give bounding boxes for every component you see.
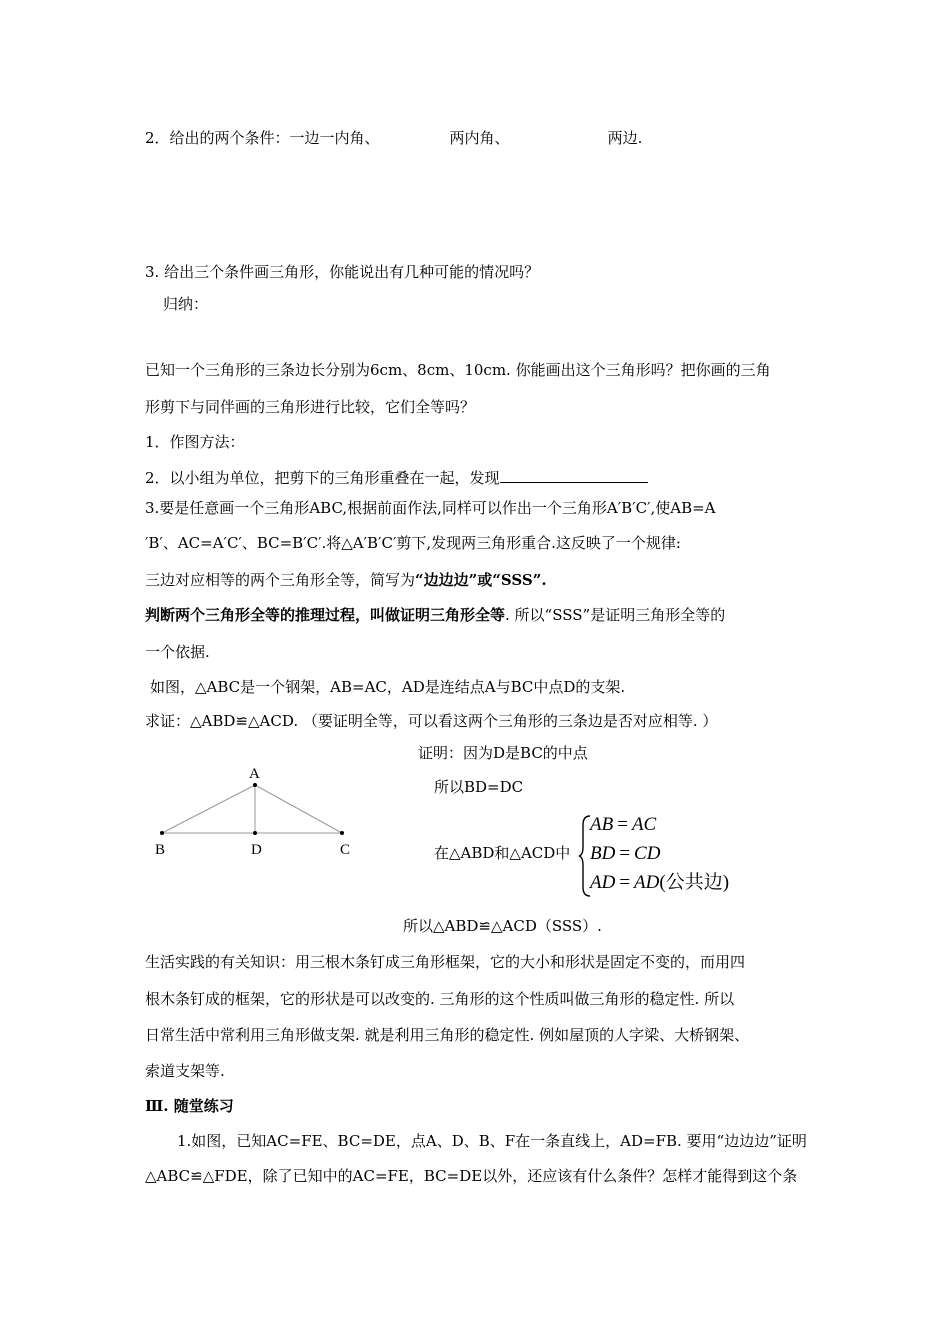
q2-part-c: 两边. [607, 129, 643, 147]
q2-part-a: 2．给出的两个条件：一边一内角、 [145, 129, 380, 147]
condition-2 [590, 844, 660, 864]
sss-rule: “边边边”或“SSS”. [415, 571, 547, 589]
step-2 [145, 467, 648, 488]
prove-text: 求证：△ABD≌△ACD. （要证明全等，可以看这两个三角形的三条边是否对应相等. ） [145, 712, 718, 730]
condition-1-rhs: AC [631, 814, 657, 835]
proof-line-3: 在△ABD和△ACD中 [434, 844, 571, 862]
condition-3-note: (公共边) [659, 872, 730, 893]
intro-line-1: 已知一个三角形的三条边长分别为6cm、8cm、10cm. 你能画出这个三角形吗？把你画的三角 [145, 361, 771, 379]
condition-2-rhs: CD [634, 843, 661, 864]
answer-blank [500, 467, 648, 483]
condition-1 [590, 815, 656, 835]
condition-3-eq: = [619, 872, 631, 893]
condition-3-lhs: AD [590, 872, 616, 893]
conclusion: 所以△ABD≌△ACD（SSS）. [403, 917, 602, 935]
point-c [340, 831, 344, 835]
label-a: A [249, 766, 260, 782]
q2-line [145, 128, 642, 148]
q3-line: 3. 给出三个条件画三角形，你能说出有几种可能的情况吗？ [145, 263, 540, 281]
label-d: D [251, 842, 262, 858]
step-2-text: 2．以小组为单位，把剪下的三角形重叠在一起，发现 [145, 469, 500, 487]
definition-rest: . 所以“SSS”是证明三角形全等的 [505, 606, 726, 624]
label-b: B [155, 842, 166, 858]
life-line-2: 根木条钉成的框架，它的形状是可以改变的. 三角形的这个性质叫做三角形的稳定性. 所以 [145, 990, 735, 1008]
intro-line-2: 形剪下与同伴画的三角形进行比较，它们全等吗？ [145, 398, 476, 416]
condition-1-eq: = [617, 814, 628, 835]
section-heading: Ⅲ. 随堂练习 [145, 1097, 234, 1115]
example-text: 如图，△ABC是一个钢架，AB=AC，AD是连结点A与BC中点D的支架. [150, 678, 626, 696]
proof-line-2: 所以BD=DC [434, 778, 524, 796]
life-line-4: 索道支架等. [145, 1062, 225, 1080]
life-line-3: 日常生活中常利用三角形做支架. 就是利用三角形的稳定性. 例如屋顶的人字梁、大桥钢架、 [145, 1026, 750, 1044]
exercise-1-line-2: △ABC≌△FDE，除了已知中的AC=FE，BC=DE以外，还应该有什么条件？怎样才能得到这个条 [145, 1167, 798, 1185]
condition-3 [590, 873, 729, 893]
step-3-line-3 [145, 570, 547, 590]
condition-2-eq: = [619, 843, 631, 864]
point-b [160, 831, 164, 835]
proof-line-1: 证明：因为D是BC的中点 [418, 744, 588, 762]
summary-label: 归纳： [163, 295, 209, 313]
exercise-1-line-1: 1.如图，已知AC=FE、BC=DE，点A、D、B、F在一条直线上，AD=FB. 要用“边边边”证明 [177, 1132, 807, 1150]
step-3-line-2: ′B′、AC=A′C′、BC=B′C′.将△A′B′C′剪下,发现两三角形重合.这反映了一个规律: [145, 534, 681, 552]
condition-1-lhs: AB [590, 814, 614, 835]
definition-line [145, 605, 725, 625]
q2-part-b: 两内角、 [449, 129, 510, 147]
life-line-1: 生活实践的有关知识：用三根木条钉成三角形框架，它的大小和形状是固定不变的，而用四 [145, 953, 746, 971]
definition-bold: 判断两个三角形全等的推理过程，叫做证明三角形全等 [145, 606, 506, 624]
step-1: 1．作图方法： [145, 433, 245, 451]
triangle-figure [150, 765, 370, 865]
label-c: C [340, 842, 351, 858]
step-3-line-1: 3.要是任意画一个三角形ABC,根据前面作法,同样可以作出一个三角形A′B′C′,使AB=A [145, 499, 716, 517]
condition-2-lhs: BD [590, 843, 616, 864]
condition-3-rhs: AD [634, 872, 660, 893]
definition-cont: 一个依据. [145, 643, 210, 661]
point-a [253, 783, 257, 787]
point-d [253, 831, 257, 835]
step-3-plain: 三边对应相等的两个三角形全等，简写为 [145, 571, 416, 589]
